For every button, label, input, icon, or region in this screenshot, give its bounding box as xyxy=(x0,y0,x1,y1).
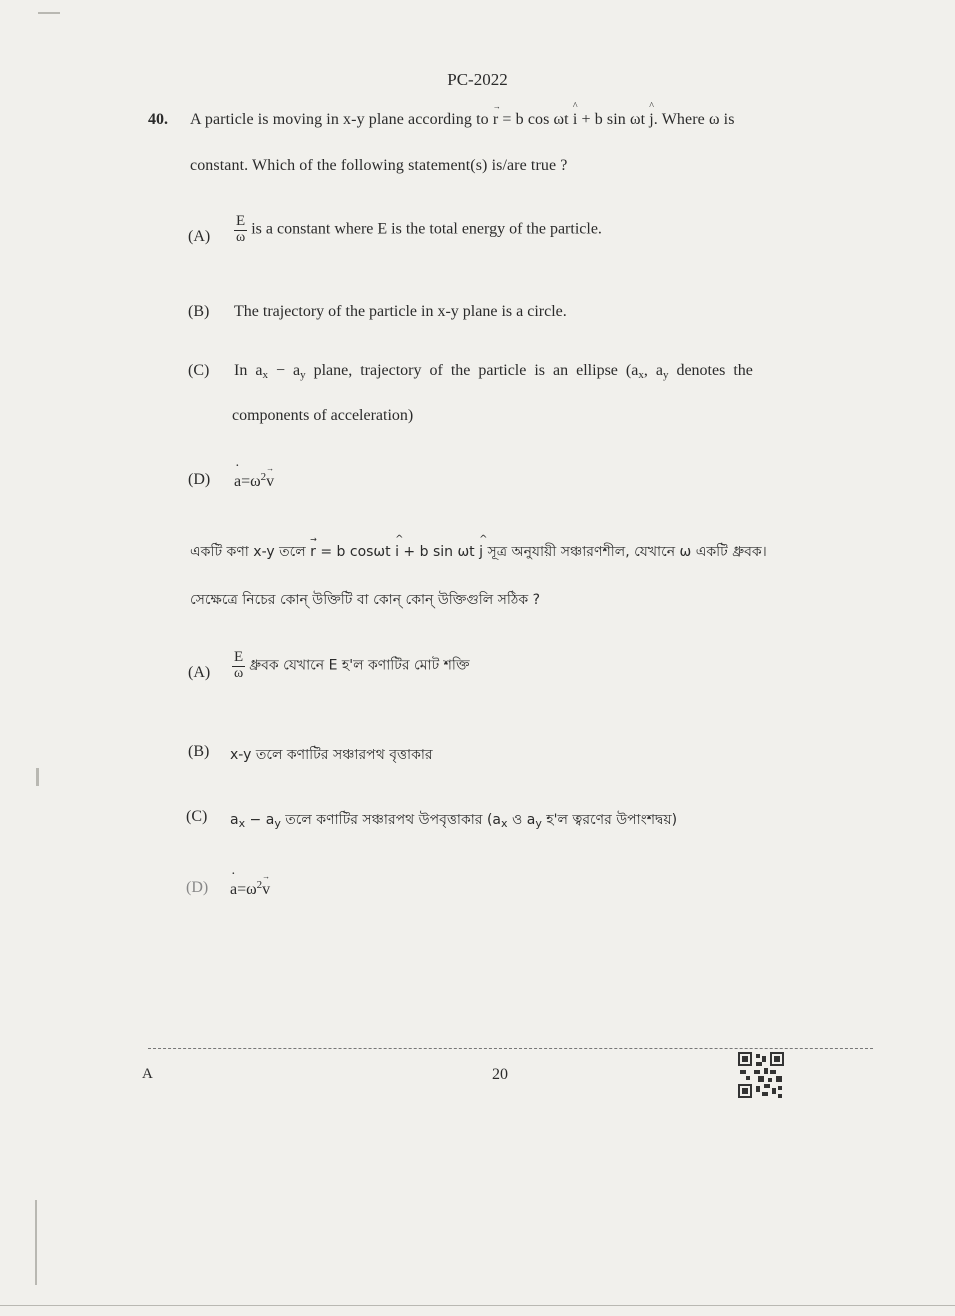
option-c-en-label: (C) xyxy=(188,362,210,379)
option-d-en-label: (D) xyxy=(188,471,211,488)
option-d-bn-label: (D) xyxy=(186,879,209,896)
scan-mark xyxy=(36,768,39,786)
option-c-bn: $a_x - a_y$ তলে কণাটির সঞ্চারপথ উপবৃত্তাকার ($a_x$ ও $a_y$ হ'ল ত্বরণের উপাংশদ্বয়) xyxy=(230,812,678,830)
question-stem-bn-line2: সেক্ষেত্রে নিচের কোন্ উক্তিটি বা কোন্ কোন্ উক্তিগুলি সঠিক ? xyxy=(190,592,541,608)
scan-mark xyxy=(38,12,60,14)
option-d-bn: · $a=\omega^2\to v$ xyxy=(230,879,270,899)
option-a-en-label: (A) xyxy=(188,228,211,245)
option-c-bn-label: (C) xyxy=(186,808,208,825)
option-d-en: · $a=\omega^2\to v$ xyxy=(234,471,274,491)
question-set-label: A xyxy=(142,1066,153,1082)
paper-code-header: PC-2022 xyxy=(447,70,508,89)
question-number: 40. xyxy=(148,111,168,128)
question-stem-en-line1: A particle is moving in x-y plane according to → r = b cos ωt ^ i + b sin ωt ^ j. Where ω is xyxy=(190,111,735,129)
fraction: $\frac{E}{\omega}$ xyxy=(234,649,244,681)
option-a-bn-label: (A) xyxy=(188,664,211,681)
option-b-bn: x-y তলে কণাটির সঞ্চারপথ বৃত্তাকার xyxy=(230,747,433,763)
page-number: 20 xyxy=(492,1066,508,1083)
fraction: $\frac{E}{\omega}$ xyxy=(236,213,246,245)
question-stem-bn-line1: একটি কণা x-y তলে → r = b cosωt ^ i + b sin ωt ^ j সূত্র অনুযায়ী সঞ্চারণশীল, যেখানে ω একটি ধ্রুবক। xyxy=(190,540,767,564)
question-stem-en-line2: constant. Which of the following statement(s) is/are true ? xyxy=(190,157,568,174)
option-c-en-line2: components of acceleration) xyxy=(232,407,414,424)
footer-divider xyxy=(148,1048,873,1049)
option-a-en: $\frac{E}{\omega}$ is a constant where E is the total energy of the particle. xyxy=(236,213,602,245)
qr-code-icon xyxy=(738,1052,784,1098)
option-b-en-label: (B) xyxy=(188,303,210,320)
option-b-bn-label: (B) xyxy=(188,743,210,760)
scan-edge xyxy=(0,1305,955,1306)
scan-mark xyxy=(35,1200,37,1285)
option-c-en-line1: In $a_x - a_y$ plane, trajectory of the particle is an ellipse ($a_x$, $a_y$ denotes the xyxy=(234,362,753,381)
option-b-en: The trajectory of the particle in x-y plane is a circle. xyxy=(234,303,567,320)
option-a-bn: $\frac{E}{\omega}$ ধ্রুবক যেখানে E হ'ল কণাটির মোট শক্তি xyxy=(234,649,470,681)
